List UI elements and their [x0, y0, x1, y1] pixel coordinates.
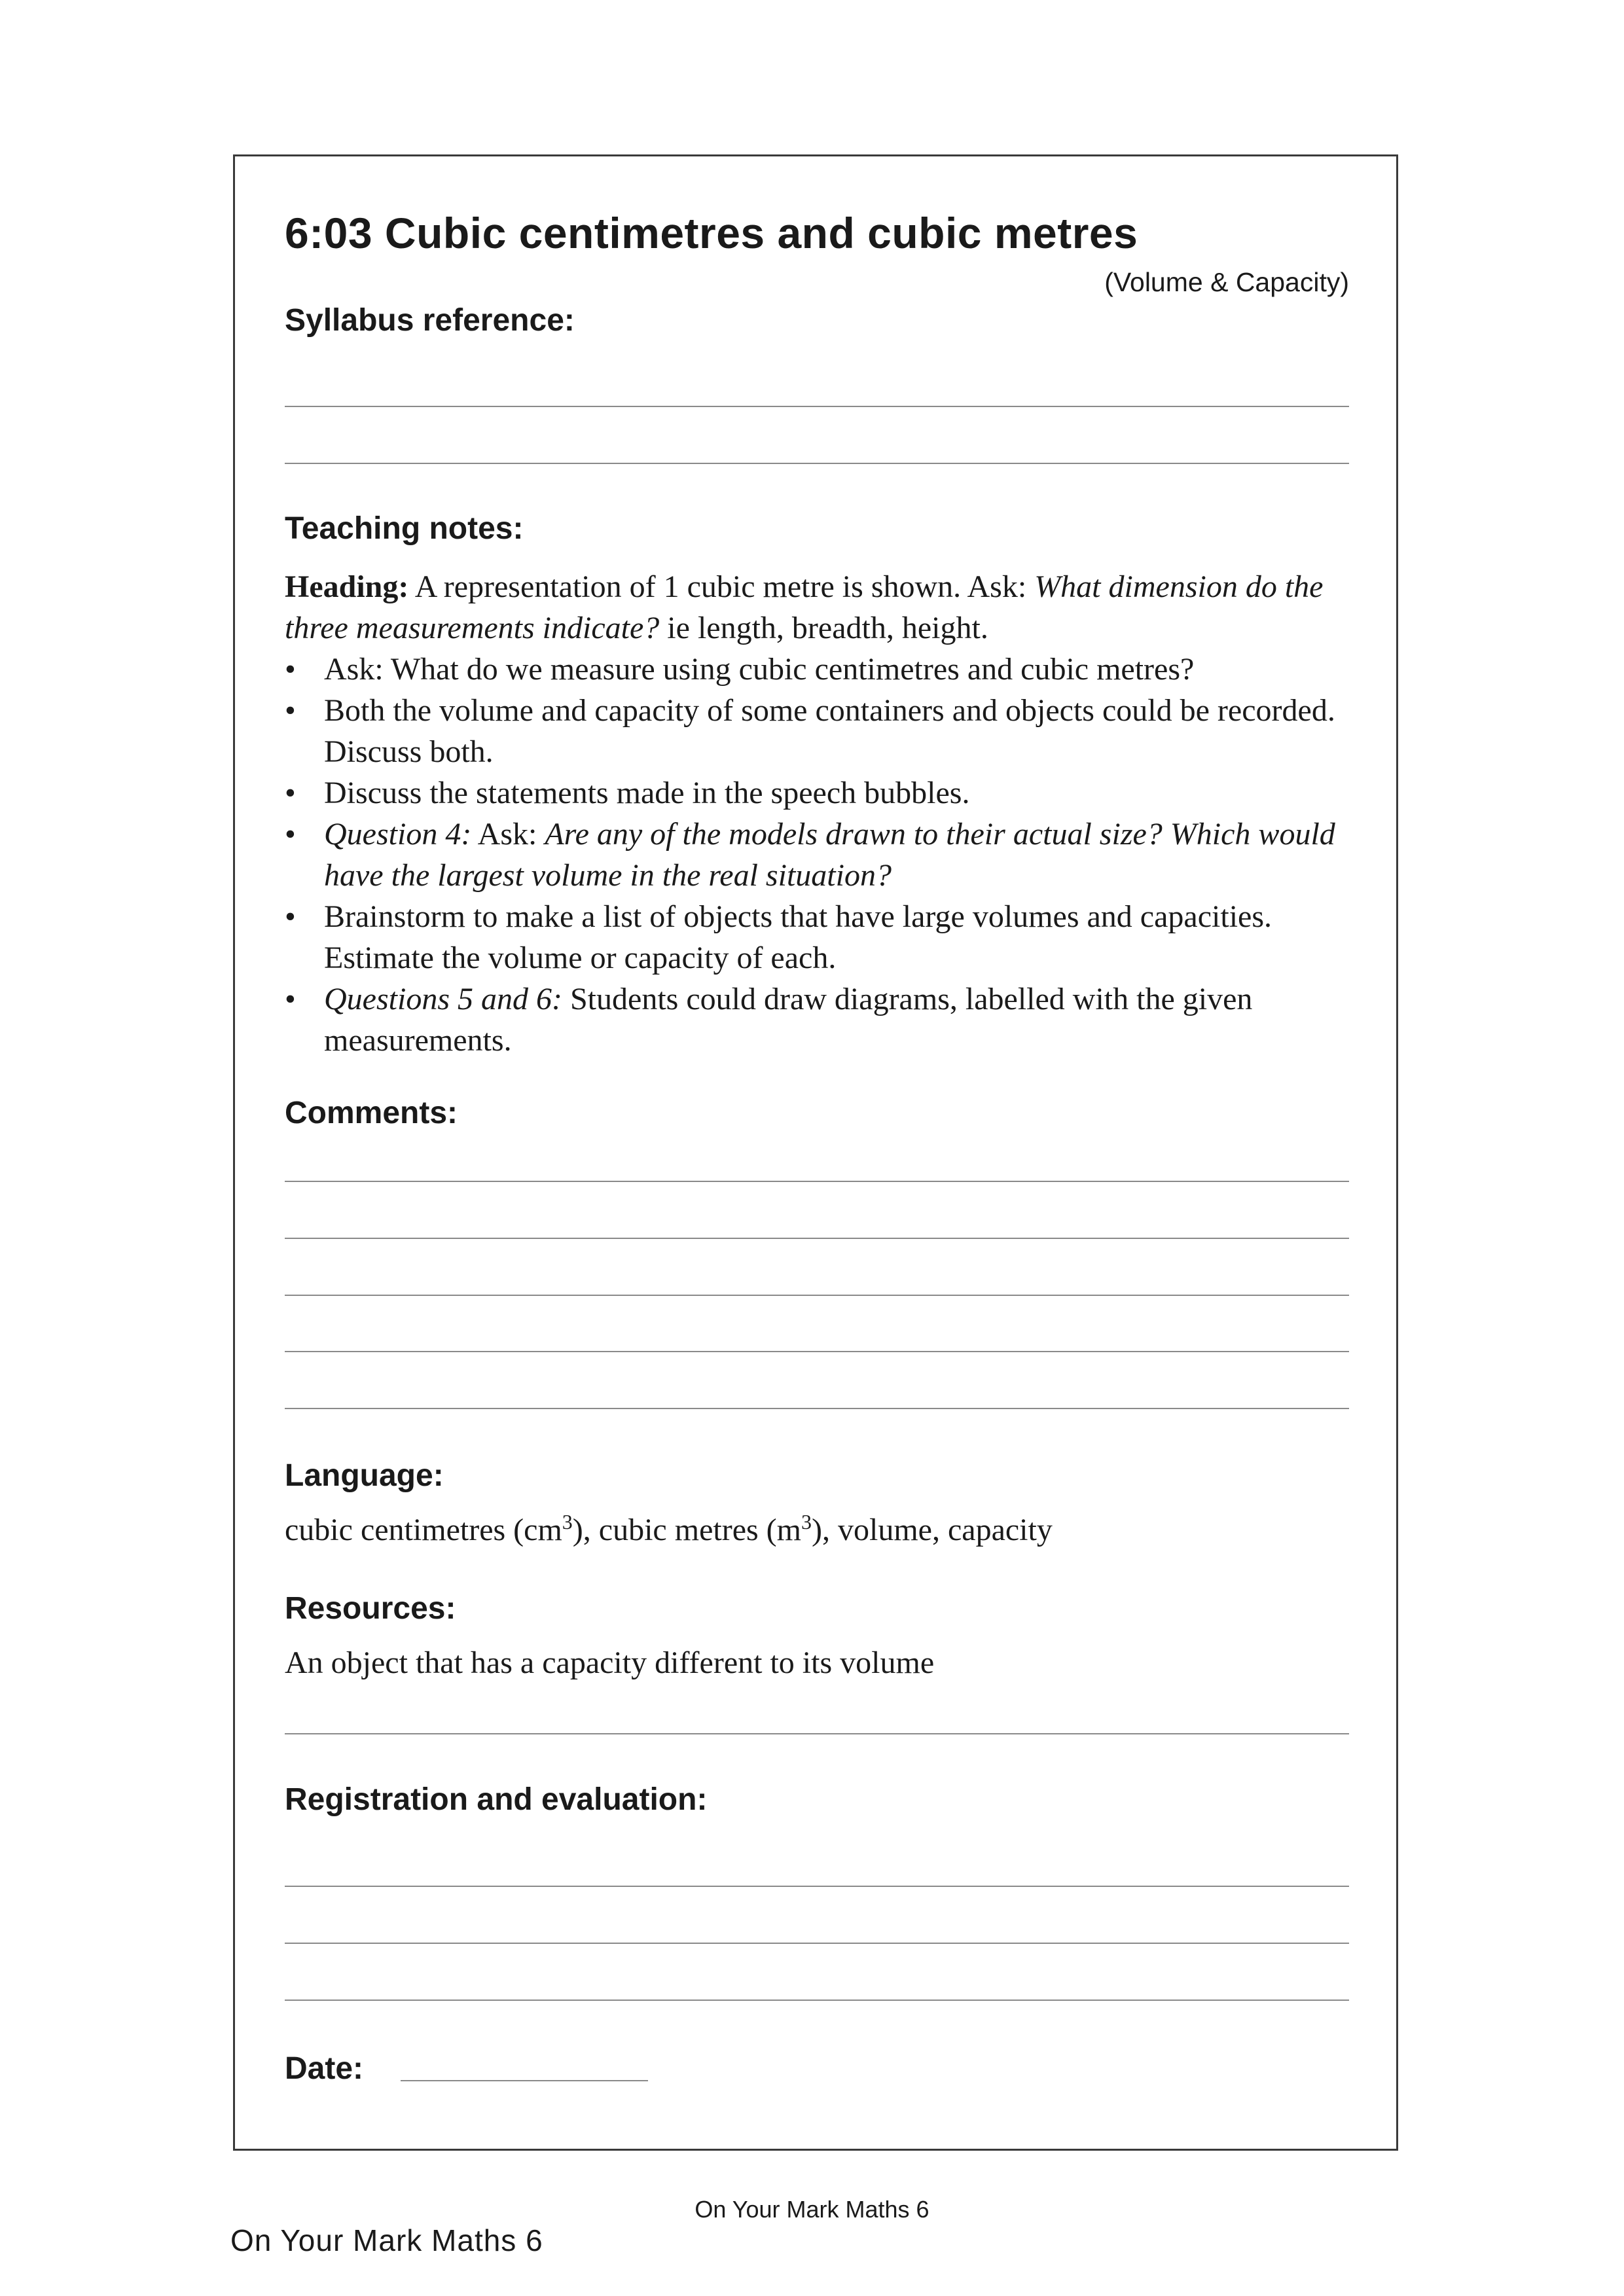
list-item: [285, 814, 1358, 896]
writing-line: [285, 1408, 1349, 1409]
teaching-bullets: [285, 649, 1358, 1061]
writing-line: [285, 1733, 1349, 1734]
writing-line: [285, 1295, 1349, 1296]
date-line: [401, 2080, 648, 2081]
registration-heading: Registration and evaluation:: [285, 1782, 708, 1817]
list-item: [285, 896, 1358, 978]
page-frame: [233, 154, 1398, 2151]
date-label: Date:: [285, 2051, 364, 2086]
writing-line: [285, 463, 1349, 464]
intro-tail: ie length, breadth, height.: [659, 611, 988, 645]
superscript: 3: [801, 1510, 812, 1534]
list-item: [285, 772, 1358, 814]
bullet-text: Both the volume and capacity of some containers and objects could be recorded. Discuss both.: [324, 693, 1335, 769]
intro-text: A representation of 1 cubic metre is shown. Ask:: [408, 569, 1035, 604]
bullet-icon: •: [285, 776, 296, 810]
bullet-icon: •: [285, 899, 296, 934]
topic-subtitle: (Volume & Capacity): [1104, 267, 1349, 297]
intro-label: Heading:: [285, 569, 409, 604]
bullet-icon: •: [285, 693, 296, 728]
teaching-intro: [285, 566, 1358, 649]
bullet-question: Are any of the models drawn to their actual size? Which would have the largest volume in the real situation?: [324, 817, 1335, 893]
bullet-icon: •: [285, 817, 296, 852]
writing-line: [285, 1351, 1349, 1352]
language-part: ), cubic metres (m: [572, 1513, 801, 1547]
list-item: [285, 978, 1358, 1061]
writing-line: [285, 1181, 1349, 1182]
question-label: Questions 5 and 6:: [324, 982, 562, 1016]
comments-heading: Comments:: [285, 1096, 458, 1130]
superscript: 3: [562, 1510, 573, 1534]
resources-heading: Resources:: [285, 1591, 456, 1626]
bullet-text: Ask:: [471, 817, 545, 852]
intro-question: What dimension do the three measurements indicate?: [285, 569, 1324, 645]
teaching-notes: [285, 566, 1358, 1061]
syllabus-heading: Syllabus reference:: [285, 303, 575, 338]
bullet-icon: •: [285, 982, 296, 1016]
footer-left-text: On Your Mark Maths 6: [230, 2223, 543, 2257]
writing-line: [285, 1886, 1349, 1887]
writing-line: [285, 2000, 1349, 2001]
question-label: Question 4:: [324, 817, 472, 852]
footer-center-text: On Your Mark Maths 6: [695, 2196, 929, 2223]
bullet-icon: •: [285, 652, 296, 687]
list-item: [285, 649, 1358, 690]
writing-line: [285, 406, 1349, 407]
writing-line: [285, 1238, 1349, 1239]
bullet-text: Students could draw diagrams, labelled with the given measurements.: [324, 982, 1253, 1058]
language-part: cubic centimetres (cm: [285, 1513, 562, 1547]
list-item: [285, 690, 1358, 772]
language-part: ), volume, capacity: [812, 1513, 1053, 1547]
writing-line: [285, 1943, 1349, 1944]
page-title: 6:03 Cubic centimetres and cubic metres: [285, 209, 1138, 257]
bullet-text: Discuss the statements made in the speech bubbles.: [324, 776, 970, 810]
teaching-notes-heading: Teaching notes:: [285, 511, 524, 546]
language-text: [285, 1512, 1053, 1548]
bullet-text: Brainstorm to make a list of objects that have large volumes and capacities. Estimate the volume or capacity of each.: [324, 899, 1272, 975]
resources-text: An object that has a capacity different to its volume: [285, 1645, 935, 1680]
language-heading: Language:: [285, 1458, 444, 1493]
bullet-text: Ask: What do we measure using cubic centimetres and cubic metres?: [324, 652, 1195, 687]
